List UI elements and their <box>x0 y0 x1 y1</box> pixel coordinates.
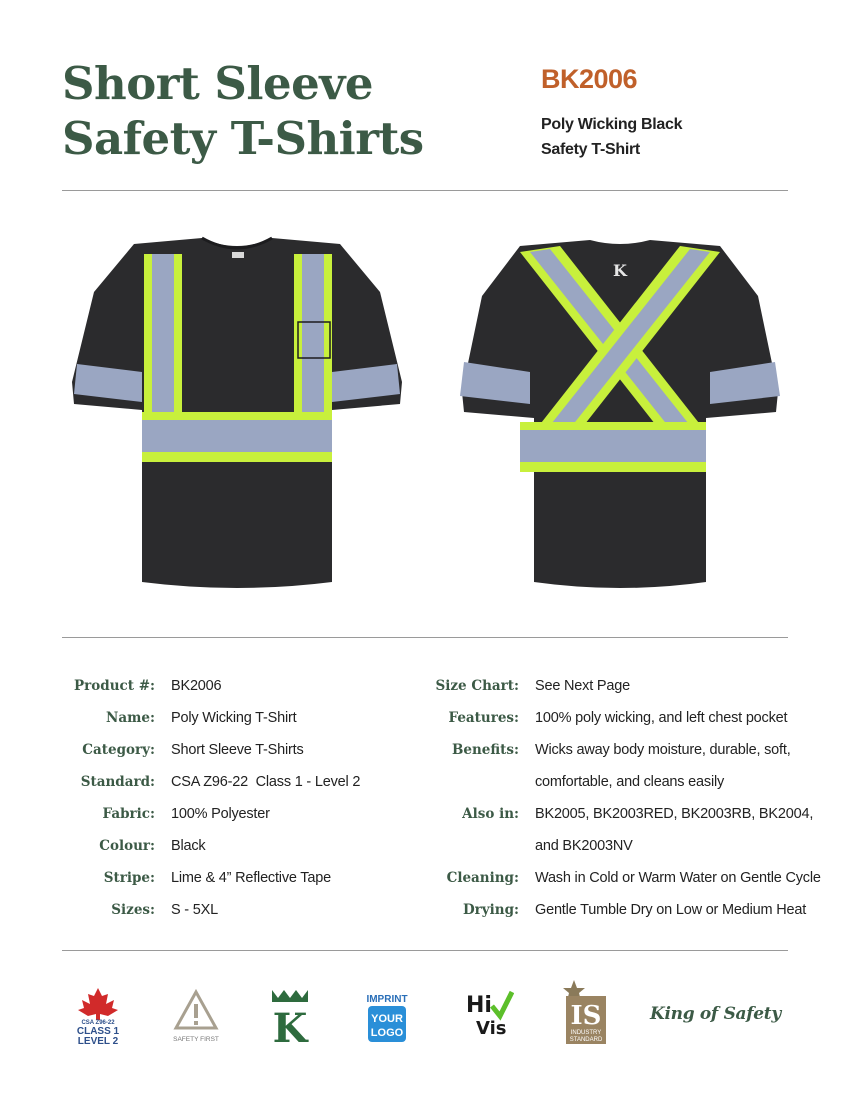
spec-label: Fabric: <box>102 806 155 822</box>
spec-value: Gentle Tumble Dry on Low or Medium Heat <box>535 902 807 918</box>
spec-label: Benefits: <box>451 742 519 758</box>
spec-row <box>433 798 821 830</box>
spec-value: Poly Wicking T-Shirt <box>171 710 297 726</box>
spec-value: Wicks away body moisture, durable, soft, <box>535 742 791 758</box>
spec-label: Also in: <box>462 806 519 822</box>
spec-row <box>62 894 360 926</box>
safety-first-icon <box>168 988 224 1046</box>
spec-label: Category: <box>82 742 155 758</box>
spec-value: comfortable, and cleans easily <box>535 774 725 790</box>
spec-value: 100% Polyester <box>171 806 270 822</box>
spec-row <box>62 734 360 766</box>
spec-row <box>433 702 821 734</box>
imprint-logo-text: LOGO <box>370 1027 404 1039</box>
imprint-your-logo-icon <box>364 990 410 1046</box>
csa-level-text: LEVEL 2 <box>77 1036 119 1047</box>
specs-left-column <box>62 670 360 926</box>
hi-vis-icon <box>462 986 514 1040</box>
product-subtitle <box>541 112 682 162</box>
spec-value: Wash in Cold or Warm Water on Gentle Cycle <box>535 870 821 886</box>
spec-value: Short Sleeve T-Shirts <box>171 742 304 758</box>
hi-vis-vis-text: Vis <box>476 1018 507 1039</box>
spec-label: Size Chart: <box>435 678 519 694</box>
spec-row <box>62 862 360 894</box>
spec-label: Features: <box>448 710 519 726</box>
subtitle-line-2: Safety T-Shirt <box>541 141 640 158</box>
spec-value: S - 5XL <box>171 902 218 918</box>
spec-label: Drying: <box>462 902 519 918</box>
is-logo-text: IS <box>570 1001 602 1031</box>
spec-label: Standard: <box>80 774 155 790</box>
industry-standard-icon <box>560 978 610 1048</box>
spec-value: CSA Z96-22 Class 1 - Level 2 <box>171 774 361 790</box>
csa-maple-leaf-icon <box>70 986 126 1048</box>
product-code: BK2006 <box>541 64 638 94</box>
spec-row <box>62 670 360 702</box>
shirt-back-image <box>450 232 790 592</box>
spec-row <box>433 894 821 926</box>
industry-text: INDUSTRY <box>570 1030 602 1036</box>
svg-text:K: K <box>613 261 627 280</box>
spec-value: BK2005, BK2003RED, BK2003RB, BK2004, <box>535 806 814 822</box>
spec-value: BK2006 <box>171 678 222 694</box>
spec-label: Name: <box>106 710 155 726</box>
spec-value: Black <box>171 838 206 854</box>
spec-row <box>433 734 821 766</box>
spec-value: See Next Page <box>535 678 630 694</box>
spec-row <box>62 766 360 798</box>
title-line-2: Safety T-Shirts <box>62 112 424 165</box>
subtitle-line-1: Poly Wicking Black <box>541 116 683 133</box>
spec-label: Cleaning: <box>446 870 519 886</box>
spec-row <box>62 798 360 830</box>
divider-bottom <box>62 950 788 951</box>
page-title <box>62 56 424 166</box>
csa-standard-text: CSA Z96-22 <box>81 1020 115 1026</box>
divider-middle <box>62 637 788 638</box>
safety-first-text: SAFETY FIRST <box>173 1036 219 1043</box>
king-of-safety-logo: King of Safety <box>650 1004 781 1024</box>
spec-row <box>433 862 821 894</box>
hi-vis-hi-text: Hi <box>466 993 492 1018</box>
imprint-your-text: YOUR <box>371 1013 403 1025</box>
spec-label: Stripe: <box>103 870 155 886</box>
title-line-1: Short Sleeve <box>62 57 374 110</box>
spec-value: Lime & 4” Reflective Tape <box>171 870 331 886</box>
spec-label: Product #: <box>74 678 155 694</box>
shirt-front-image <box>62 232 412 592</box>
divider-top <box>62 190 788 191</box>
standard-text: STANDARD <box>569 1037 603 1043</box>
spec-row <box>433 670 821 702</box>
spec-value: 100% poly wicking, and left chest pocket <box>535 710 788 726</box>
spec-value: and BK2003NV <box>535 838 633 854</box>
csa-class-text: CLASS 1 <box>76 1026 120 1037</box>
spec-label: Sizes: <box>111 902 155 918</box>
spec-row <box>62 830 360 862</box>
specs-right-column <box>433 670 821 926</box>
k-logo-letter: K <box>272 1005 308 1046</box>
spec-label: Colour: <box>99 838 155 854</box>
imprint-text: IMPRINT <box>366 994 408 1005</box>
spec-row <box>433 766 821 798</box>
spec-row <box>62 702 360 734</box>
k-crown-logo-icon <box>268 986 312 1046</box>
spec-row <box>433 830 821 862</box>
